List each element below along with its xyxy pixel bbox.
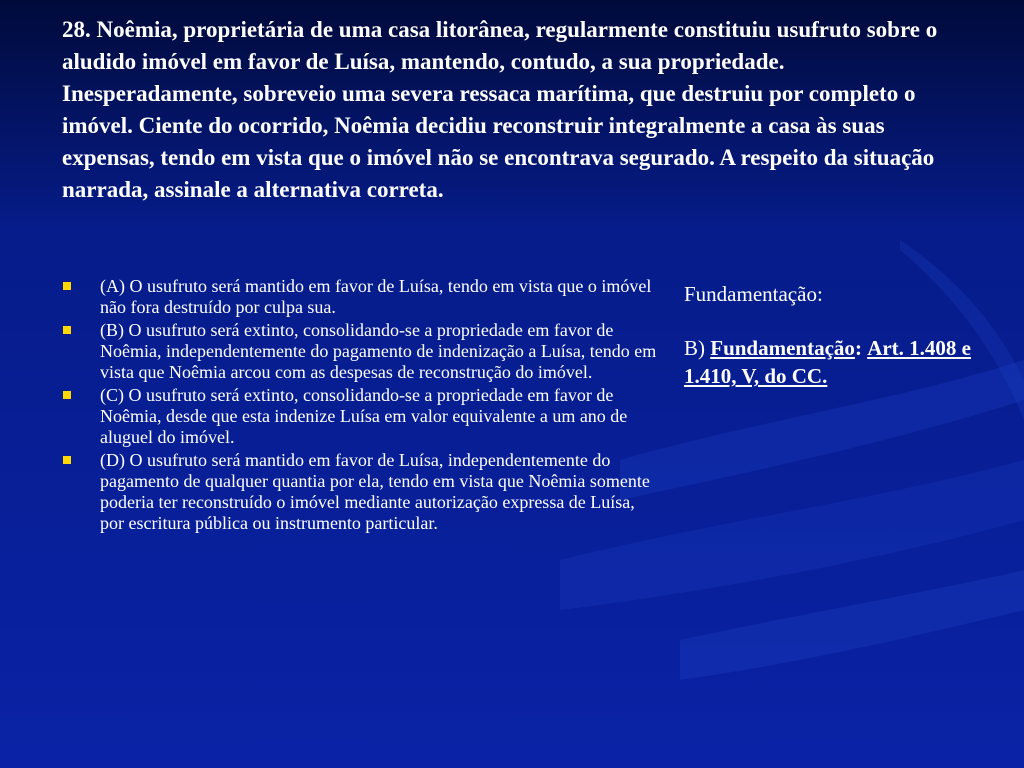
- answer-text: [684, 334, 984, 390]
- answer-colon: :: [854, 336, 862, 360]
- bullet-square-icon: [63, 282, 71, 290]
- option-d-text: (D) O usufruto será mantido em favor de Luísa, independentemente do pagamento de qualquer quantia por ela, tendo em vista que Noêmia somente poderia ter reconstruído o imóvel mediante autorização expressa de Luísa, por escritura pública ou instrumento particular.: [100, 450, 650, 533]
- option-b-text: (B) O usufruto será extinto, consolidando-se a propriedade em favor de Noêmia, independentemente do pagamento de indenização a Luísa, tendo em vista que Noêmia arcou com as despesas de reconstrução do imóvel.: [100, 320, 657, 382]
- answer-letter: B): [684, 336, 705, 360]
- option-c: [62, 385, 657, 448]
- fundamentacao-heading: Fundamentação:: [684, 282, 823, 306]
- bullet-square-icon: [63, 456, 71, 464]
- option-b: [62, 320, 657, 383]
- option-c-text: (C) O usufruto será extinto, consolidando-se a propriedade em favor de Noêmia, desde que esta indenize Luísa em valor equivalente a um ano de aluguel do imóvel.: [100, 385, 628, 447]
- answer-reference: Art. 1.408 e 1.410, V, do CC.: [684, 336, 971, 388]
- bullet-square-icon: [63, 391, 71, 399]
- option-a: [62, 276, 657, 318]
- fundamentacao-panel: [684, 280, 984, 390]
- bullet-square-icon: [63, 326, 71, 334]
- option-a-text: (A) O usufruto será mantido em favor de Luísa, tendo em vista que o imóvel não fora destruído por culpa sua.: [100, 276, 652, 317]
- question-text: 28. Noêmia, proprietária de uma casa litorânea, regularmente constituiu usufruto sobre o aludido imóvel em favor de Luísa, mantendo, contudo, a sua propriedade. Inesperadamente, sobreveio uma severa ressaca marítima, que destruiu por completo o imóvel. Ciente do ocorrido, Noêmia decidiu reconstruir integralmente a casa às suas expensas, tendo em vista que o imóvel não se encontrava segurado. A respeito da situação narrada, assinale a alternativa correta.: [62, 17, 938, 202]
- option-d: [62, 450, 657, 534]
- answer-label: Fundamentação: [710, 336, 855, 360]
- options-list: [62, 276, 657, 536]
